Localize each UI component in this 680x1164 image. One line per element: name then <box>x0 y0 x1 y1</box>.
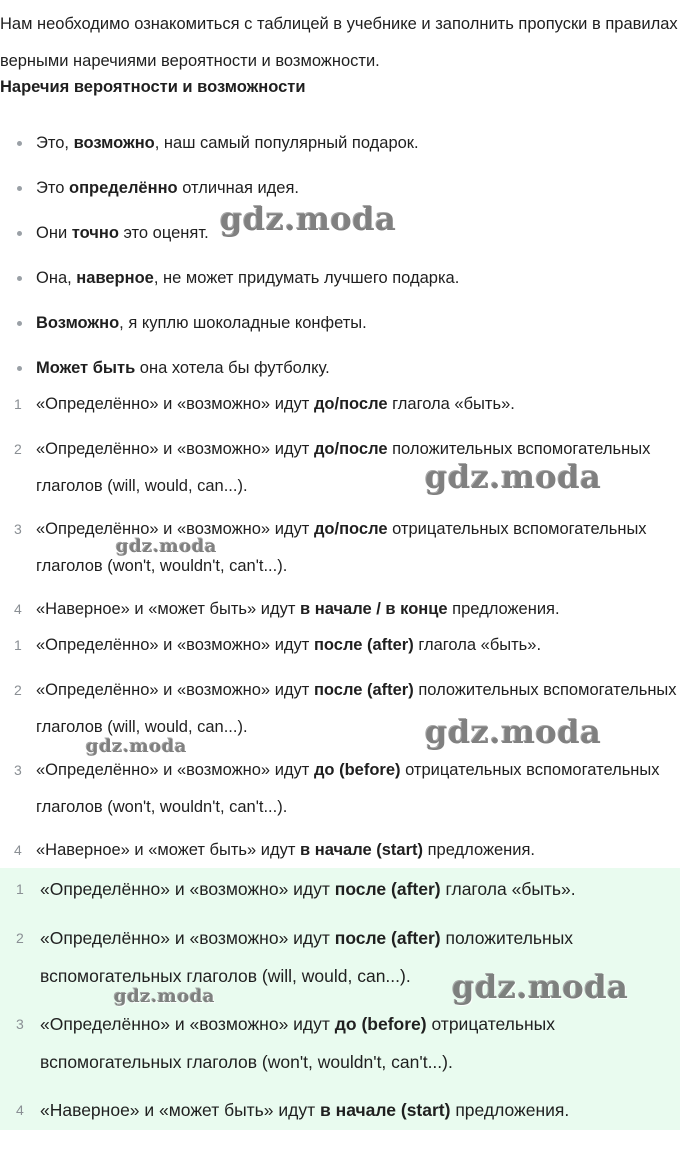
list-item: 1 «Определённо» и «возможно» идут до/после глагола «быть». <box>14 395 515 413</box>
watermark-logo: gdz.moda <box>116 536 217 557</box>
list-item: Это, возможно, наш самый популярный подарок. <box>0 123 680 168</box>
list-item: Это определённо отличная идея. <box>0 168 680 213</box>
list-item: 3 «Определённо» и «возможно» идут до (before) отрицательных вспомогательных глаголов (won't, wouldn't, can't...). <box>14 761 660 816</box>
list-item: Они точно это оценят. <box>0 213 680 258</box>
list-item: 3 «Определённо» и «возможно» идут до (before) отрицательных вспомогательных глаголов (won't, wouldn't, can't...). <box>16 1014 555 1072</box>
example-sentences-list <box>0 123 680 393</box>
list-item: 1 «Определённо» и «возможно» идут после (after) глагола «быть». <box>14 636 542 654</box>
watermark-logo: gdz.moda <box>220 200 397 238</box>
list-item: Возможно, я куплю шоколадные конфеты. <box>0 303 680 348</box>
section-heading: Наречия вероятности и возможности <box>0 78 306 96</box>
watermark-logo: gdz.moda <box>452 968 629 1006</box>
list-item: 2 «Определённо» и «возможно» идут после (after) положительных вспомогательных глаголов (will, would, can...). <box>16 928 574 986</box>
watermark-logo: gdz.moda <box>86 736 187 757</box>
list-item: 2 «Определённо» и «возможно» идут после (after) положительных вспомогательных глаголов (will, would, can...). <box>14 681 677 736</box>
watermark-logo: gdz.moda <box>114 986 215 1007</box>
list-item: 4 «Наверное» и «может быть» идут в начале / в конце предложения. <box>14 600 560 618</box>
list-item: Она, наверное, не может придумать лучшего подарка. <box>0 258 680 303</box>
list-item: 4 «Наверное» и «может быть» идут в начале (start) предложения. <box>16 1100 570 1120</box>
rules-list-task <box>0 386 680 628</box>
list-item: 3 «Определённо» и «возможно» идут до/после отрицательных вспомогательных глаголов (won't, wouldn't, can't...). <box>14 520 647 575</box>
intro-text: Нам необходимо ознакомиться с таблицей в учебнике и заполнить пропуски в правилах верными наречиями вероятности и возможности. <box>0 15 678 70</box>
watermark-logo: gdz.moda <box>425 713 602 751</box>
list-item: 4 «Наверное» и «может быть» идут в начале (start) предложения. <box>14 841 536 859</box>
list-item: Может быть она хотела бы футболку. <box>0 348 680 393</box>
list-item: 1 «Определённо» и «возможно» идут после (after) глагола «быть». <box>16 879 576 899</box>
list-item: 2 «Определённо» и «возможно» идут до/после положительных вспомогательных глаголов (will, would, can...). <box>14 440 651 495</box>
watermark-logo: gdz.moda <box>425 458 602 496</box>
